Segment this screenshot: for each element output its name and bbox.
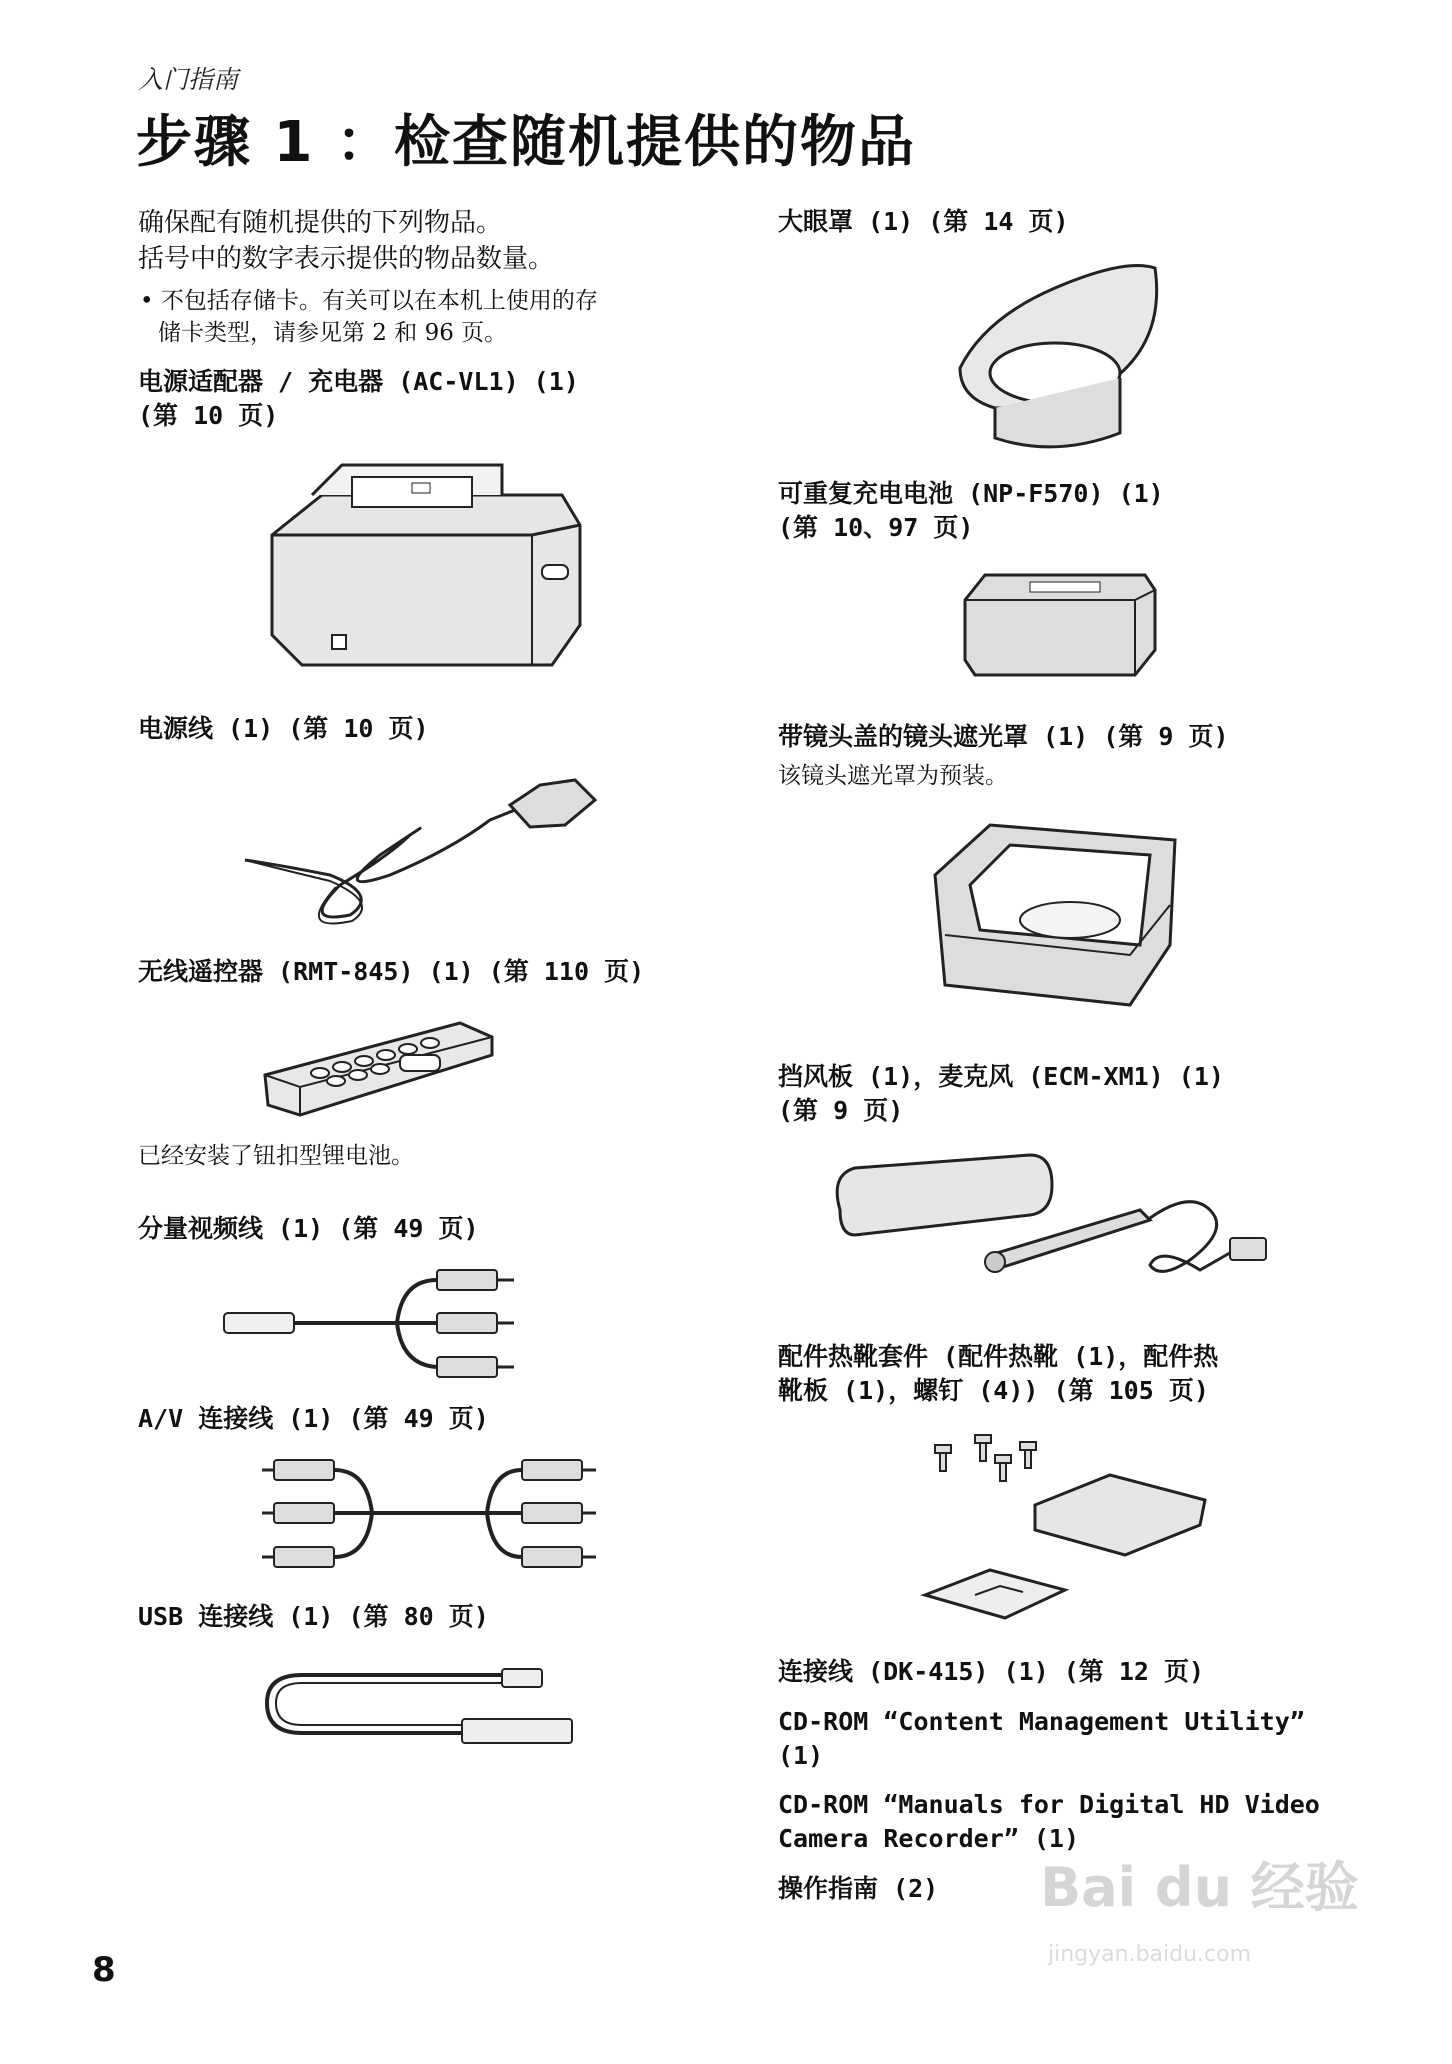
page-title: 步骤 1 ：检查随机提供的物品: [136, 110, 916, 175]
item-title-av-cable: A/V 连接线 (1) (第 49 页): [138, 1404, 489, 1433]
section-label: 入门指南: [138, 65, 239, 94]
shoe-kit-icon: [895, 1430, 1215, 1620]
component-cable-icon: [222, 1265, 582, 1395]
watermark: [1040, 1845, 1370, 2005]
av-cable-icon: [262, 1455, 622, 1585]
bullet-mark: •: [140, 288, 154, 314]
item-title-operating-guide: 操作指南 (2): [778, 1874, 939, 1903]
intro-line-2: 括号中的数字表示提供的物品数量。: [138, 244, 555, 274]
item-title-power-cord: 电源线 (1) (第 10 页): [138, 714, 429, 743]
note-line-2: 储卡类型，请参见第 2 和 96 页。: [158, 320, 508, 346]
item-title-component-cable: 分量视频线 (1) (第 49 页): [138, 1214, 479, 1243]
intro-text: [138, 205, 554, 277]
watermark-brand: Bai du 经验: [1040, 1856, 1359, 1919]
eyecup-icon: [955, 258, 1165, 458]
item-title-eyecup: 大眼罩 (1) (第 14 页): [778, 207, 1069, 236]
item-title-cdrom-content: CD-ROM “Content Management Utility” (1): [778, 1707, 1305, 1770]
note-line-1: 不包括存储卡。有关可以在本机上使用的存: [160, 288, 598, 314]
item-title-cdrom-manuals: CD-ROM “Manuals for Digital HD Video Camera Recorder” (1): [778, 1790, 1320, 1853]
microphone-icon: [830, 1150, 1280, 1300]
intro-note: [140, 285, 598, 349]
item-title-connection-cable: 连接线 (DK-415) (1) (第 12 页): [778, 1657, 1205, 1686]
lens-hood-icon: [930, 815, 1190, 1025]
intro-line-1: 确保配有随机提供的下列物品。: [138, 208, 503, 238]
charger-icon: [262, 455, 592, 685]
item-title-shoe-kit: 配件热靴套件 (配件热靴 (1)，配件热 靴板 (1)，螺钉 (4)) (第 105 页): [778, 1342, 1219, 1405]
item-title-microphone: 挡风板 (1)，麦克风 (ECM-XM1) (1) (第 9 页): [778, 1062, 1224, 1125]
item-title-lens-hood: 带镜头盖的镜头遮光罩 (1) (第 9 页): [778, 722, 1229, 751]
remote-control-icon: [260, 1015, 500, 1125]
watermark-url: jingyan.baidu.com: [1048, 1942, 1252, 1967]
item-title-usb-cable: USB 连接线 (1) (第 80 页): [138, 1602, 489, 1631]
battery-icon: [960, 570, 1160, 680]
item-title-charger: 电源适配器 / 充电器 (AC-VL1) (1) (第 10 页): [138, 367, 579, 430]
lens-hood-note: 该镜头遮光罩为预装。: [778, 763, 1008, 789]
item-title-battery: 可重复充电电池 (NP-F570) (1) (第 10、97 页): [778, 479, 1164, 542]
remote-note: 已经安装了钮扣型锂电池。: [138, 1143, 414, 1169]
item-title-remote: 无线遥控器 (RMT-845) (1) (第 110 页): [138, 957, 645, 986]
power-cord-icon: [240, 765, 600, 935]
usb-cable-icon: [262, 1655, 582, 1755]
page-number: 8: [92, 1950, 116, 1990]
